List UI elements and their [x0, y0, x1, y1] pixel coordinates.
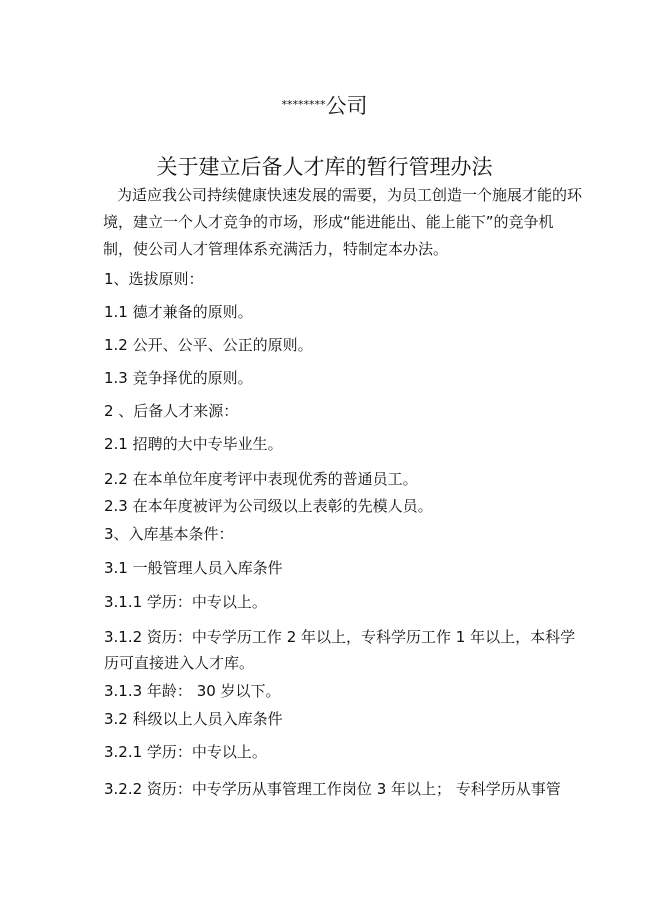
list-item-2-2: 2.2 在本单位年度考评中表现优秀的普通员工。: [104, 470, 418, 488]
list-item-3-1-3: 3.1.3 年龄： 30 岁以下。: [104, 682, 281, 700]
company-name-masked: ********: [281, 98, 326, 111]
intro-text: 为适应我公司持续健康快速发展的需要，为员工创造一个施展才能的环境，建立一个人才竞争的市场，形成“能进能出、能上能下”的竞争机制，使公司人才管理体系充满活力，特制定本办法。: [103, 186, 583, 258]
list-item-3-2: 3.2 科级以上人员入库条件: [104, 710, 283, 728]
company-name-suffix: 公司: [325, 94, 368, 118]
list-item-1-2: 1.2 公开、公平、公正的原则。: [104, 336, 313, 354]
list-item-2-3: 2.3 在本年度被评为公司级以上表彰的先模人员。: [104, 497, 433, 515]
section-heading-3: 3、入库基本条件：: [104, 525, 234, 543]
list-item-1-3: 1.3 竞争择优的原则。: [104, 369, 253, 387]
section-heading-1: 1、选拔原则：: [104, 270, 204, 288]
intro-paragraph: [103, 182, 583, 263]
list-item-3-2-1: 3.2.1 学历：中专以上。: [104, 743, 267, 761]
company-name: [0, 90, 649, 121]
list-item-3-1: 3.1 一般管理人员入库条件: [104, 559, 283, 577]
section-heading-2: 2 、后备人才来源：: [104, 402, 239, 420]
list-item-3-1-1: 3.1.1 学历：中专以上。: [104, 593, 267, 611]
list-item-2-1: 2.1 招聘的大中专毕业生。: [104, 435, 283, 453]
document-title: 关于建立后备人才库的暂行管理办法: [156, 155, 493, 179]
list-item-3-1-2: 3.1.2 资历：中专学历工作 2 年以上，专科学历工作 1 年以上，本科学历可直接进入人才库。: [104, 628, 576, 672]
list-item-3-2-2: 3.2.2 资历：中专学历从事管理工作岗位 3 年以上； 专科学历从事管: [104, 780, 561, 798]
list-item-1-1: 1.1 德才兼备的原则。: [104, 303, 253, 321]
